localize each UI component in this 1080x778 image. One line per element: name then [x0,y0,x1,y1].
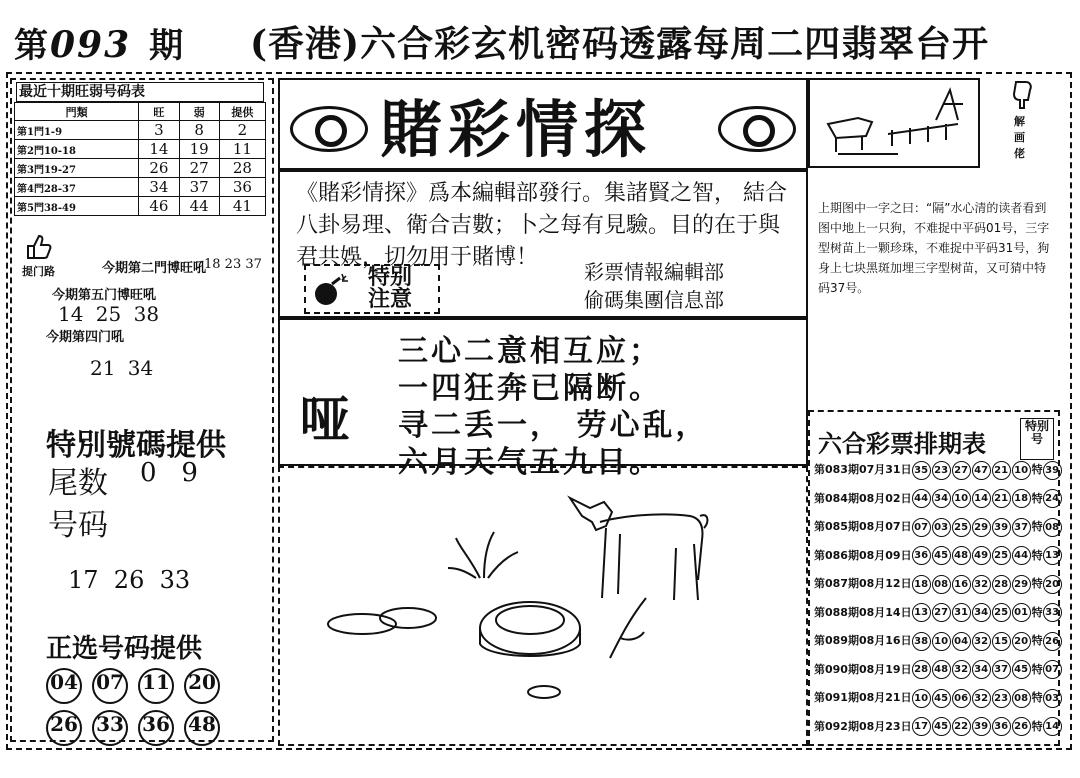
special-mark: 特 [1031,520,1043,533]
pointing-hand-icon [1010,80,1036,114]
special-number: 03 [1043,689,1062,708]
col-weak: 弱 [179,103,219,121]
schedule-number: 44 [912,489,931,508]
table-row [15,159,266,178]
thumbs-up-icon [24,232,54,266]
schedule-number: 20 [1012,632,1031,651]
notice-label-1: 特别 [368,264,413,290]
col-provide: 提供 [219,103,265,121]
main-number: 20 [184,668,220,704]
provide-cell: 28 [219,159,265,178]
schedule-tag: 特别号 [1020,418,1054,460]
schedule-number: 48 [952,546,971,565]
weak-cell: 27 [179,159,219,178]
schedule-row [814,602,1063,624]
schedule-number: 10 [912,689,931,708]
illustration-small [818,84,978,164]
schedule-number: 29 [1012,575,1031,594]
special-number: 13 [1043,546,1062,565]
illustration [300,478,800,738]
schedule-number: 28 [912,660,931,679]
schedule-date: 第091期08月21日 [814,691,912,704]
weak-cell: 37 [179,178,219,197]
schedule-row [814,659,1063,681]
gate2-numbers: 18 23 37 [204,257,262,272]
schedule-number: 45 [932,546,951,565]
schedule-number: 25 [992,546,1011,565]
schedule-number: 01 [1012,603,1031,622]
schedule-number: 34 [972,603,991,622]
department-2: 偷碼集團信息部 [584,288,724,312]
gate5-label: 今期第五门博旺吼 [52,288,157,303]
schedule-number: 16 [952,575,971,594]
schedule-number: 08 [932,575,951,594]
main-number: 33 [92,710,128,746]
schedule-row [814,573,1063,595]
weak-cell: 8 [179,121,219,140]
gate-cell: 第3門19-27 [15,159,139,178]
poem-line: 寻二丢一， 劳心乱， [398,408,709,443]
main-number: 04 [46,668,82,704]
schedule-number: 25 [992,603,1011,622]
side-label: 解画佬 [1014,115,1025,160]
bomb-icon [312,272,352,312]
table-row [15,178,266,197]
special-number: 08 [1043,518,1062,537]
special-number: 14 [1043,717,1062,736]
schedule-number: 45 [1012,660,1031,679]
notice-label [368,266,412,310]
schedule-number: 21 [992,489,1011,508]
special-mark: 特 [1031,691,1043,704]
schedule-number: 36 [912,546,931,565]
eye-icon [290,106,368,152]
main-number: 36 [138,710,174,746]
schedule-number: 17 [912,717,931,736]
schedule-date: 第086期08月09日 [814,548,912,562]
schedule-number: 21 [992,461,1011,480]
schedule-number: 37 [992,660,1011,679]
col-gate: 門類 [15,103,139,121]
schedule-number: 47 [972,461,991,480]
schedule-row [814,459,1063,481]
special-mark: 特 [1031,719,1043,733]
special-number: 39 [1043,461,1062,480]
schedule-number: 22 [952,717,971,736]
table-header-row [15,103,266,121]
riddle-poem [398,333,708,481]
schedule-number: 48 [932,660,951,679]
notice-label-2: 注意 [368,286,413,312]
special-number: 07 [1043,660,1062,679]
main-number: 07 [92,668,128,704]
schedule-number: 07 [912,518,931,537]
schedule-number: 32 [972,632,991,651]
schedule-number: 32 [952,660,971,679]
schedule-number: 32 [972,575,991,594]
schedule-number: 35 [912,461,931,480]
special-mark: 特 [1031,577,1043,590]
schedule-number: 28 [992,575,1011,594]
schedule-date: 第087期08月12日 [814,577,912,590]
schedule-number: 04 [952,632,971,651]
schedule-row [814,630,1063,652]
table-row [15,197,266,216]
special-number: 33 [1043,603,1062,622]
provide-cell: 2 [219,121,265,140]
poem-line: 一四狂奔已隔断。 [398,371,662,406]
schedule-date: 第084期08月02日 [814,491,912,505]
gate2-label: 今期第二門博旺吼 [102,261,207,276]
schedule-number: 36 [992,717,1011,736]
schedule-number: 03 [932,518,951,537]
schedule-number: 38 [912,632,931,651]
special-mark: 特 [1031,463,1043,476]
schedule-row [814,545,1063,567]
schedule-number: 31 [952,603,971,622]
schedule-number: 34 [932,489,951,508]
hot-weak-table [14,102,266,216]
special-title: 特別號碼提供 [46,428,226,463]
eye-icon [718,106,796,152]
special-mark: 特 [1031,491,1043,505]
issue-number-value: 093 [50,24,132,66]
gate5-numbers: 14 25 38 [58,302,160,326]
hot-table-title: 最近十期旺弱号码表 [16,82,264,102]
schedule-number: 06 [952,689,971,708]
main-title-text: 賭彩情探 [380,93,653,166]
poem-line: 三心二意相互应； [398,334,662,369]
schedule-number: 34 [972,660,991,679]
issue-suffix: 期 [149,26,186,66]
schedule-date: 第083期07月31日 [814,463,912,476]
schedule-number: 29 [972,518,991,537]
hint-label: 提门路 [22,265,55,278]
special-mark: 特 [1031,662,1043,676]
schedule-row [814,488,1063,510]
special-number: 20 [1043,575,1062,594]
schedule-number: 39 [972,717,991,736]
provide-cell: 36 [219,178,265,197]
gate-cell: 第4門28-37 [15,178,139,197]
special-number: 24 [1043,489,1062,508]
schedule-row [814,516,1063,538]
hot-cell: 34 [139,178,179,197]
table-row [15,121,266,140]
main-number: 11 [138,668,174,704]
schedule-date: 第092期08月23日 [814,719,912,733]
schedule-date: 第085期08月07日 [814,520,912,533]
code-values: 17 26 33 [68,566,191,594]
schedule-number: 39 [992,518,1011,537]
schedule-number: 37 [1012,518,1031,537]
issue-prefix: 第 [14,26,50,66]
schedule-number: 13 [912,603,931,622]
schedule-date: 第089期08月16日 [814,634,912,647]
hot-cell: 3 [139,121,179,140]
schedule-number: 15 [992,632,1011,651]
weak-cell: 44 [179,197,219,216]
schedule-number: 23 [932,461,951,480]
provide-cell: 41 [219,197,265,216]
gate4-label: 今期第四门吼 [46,330,125,345]
department-names [584,258,724,314]
schedule-number: 10 [1012,461,1031,480]
schedule-number: 45 [932,717,951,736]
issue-number [14,18,185,67]
tail-values: 0 9 [140,458,198,488]
schedule-number: 10 [952,489,971,508]
schedule-number: 32 [972,689,991,708]
gate-cell: 第2門10-18 [15,140,139,159]
department-1: 彩票情報編輯部 [584,260,724,284]
schedule-number: 14 [972,489,991,508]
riddle-mark: 哑 [300,390,350,449]
schedule-date: 第090期08月19日 [814,662,912,676]
weak-cell: 19 [179,140,219,159]
explanation-text: 上期图中一字之曰：“隔”水心清的读者看到图中地上一只狗，不难捉中平码01号，三字型树苗上一颗珍珠，不难捉中平码31号，狗身上七块黑斑加埋三字型树苗，又可猜中特码37号。 [818,201,1050,295]
gate4-numbers: 21 34 [90,356,154,380]
schedule-number: 49 [972,546,991,565]
schedule-number: 26 [1012,717,1031,736]
special-mark: 特 [1031,605,1043,619]
col-hot: 旺 [139,103,179,121]
gate-cell: 第1門1-9 [15,121,139,140]
schedule-title: 六合彩票排期表 [818,429,986,458]
tail-label: 尾数 [48,466,108,501]
main-title: 正选号码提供 [46,634,203,664]
special-number: 26 [1043,632,1062,651]
main-number: 26 [46,710,82,746]
schedule-number: 25 [952,518,971,537]
special-mark: 特 [1031,634,1043,647]
hot-cell: 46 [139,197,179,216]
gate-cell: 第5門38-49 [15,197,139,216]
schedule-number: 23 [992,689,1011,708]
poem-line: 六月天气五九日。 [398,445,662,480]
schedule-number: 08 [1012,689,1031,708]
main-numbers [46,668,276,746]
schedule-number: 27 [932,603,951,622]
schedule-number: 10 [932,632,951,651]
schedule-number: 45 [932,689,951,708]
schedule-row [814,687,1063,709]
schedule-number: 27 [952,461,971,480]
hot-cell: 26 [139,159,179,178]
table-row [15,140,266,159]
intro-text: 《賭彩情探》爲本編輯部發行。集諸賢之智， 結合八卦易理、衛合吉數；卜之每有見驗。目的在于與君共娛，切勿用于賭博！ [296,181,787,270]
provide-cell: 11 [219,140,265,159]
special-mark: 特 [1031,548,1043,562]
hot-cell: 14 [139,140,179,159]
main-number: 48 [184,710,220,746]
code-label: 号码 [48,508,108,543]
page-title: (香港)六合彩玄机密码透露每周二四翡翠台开 [250,23,990,65]
schedule-number: 18 [1012,489,1031,508]
schedule-row [814,716,1063,738]
schedule-number: 44 [1012,546,1031,565]
schedule-date: 第088期08月14日 [814,605,912,619]
schedule-number: 18 [912,575,931,594]
